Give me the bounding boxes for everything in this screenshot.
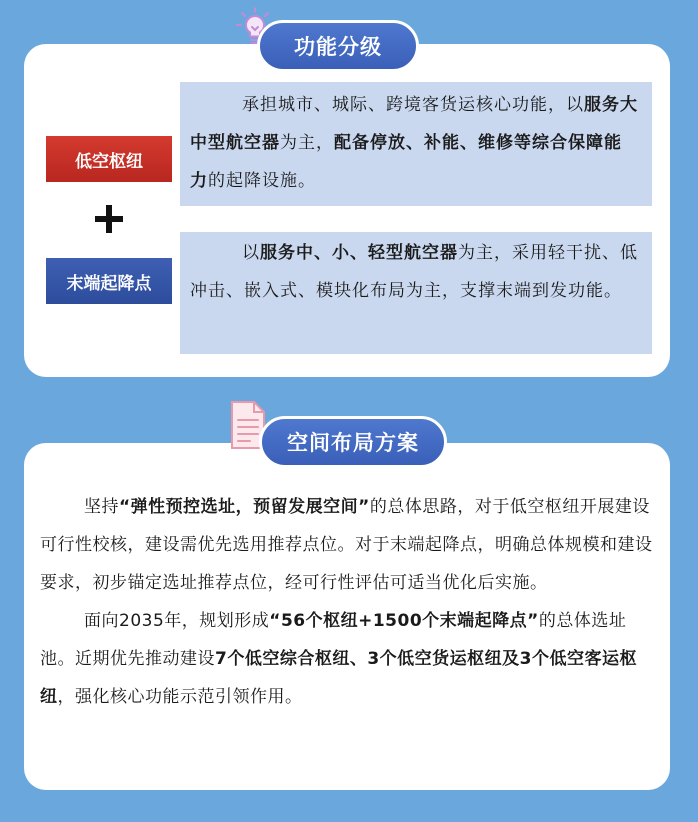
paragraph — [40, 602, 660, 716]
text: 面向2035年，规划形成 — [84, 611, 270, 631]
bold-text: 服务中、小、轻型航空器 — [260, 243, 458, 263]
text: 承担城市、城际、跨境客货运核心功能，以 — [242, 95, 584, 115]
text: 为主，采用轻干扰、低冲击、嵌入式、模块化布局为主，支撑末端到发功能。 — [190, 243, 638, 301]
paragraph — [40, 488, 660, 602]
hub-description-box — [180, 82, 652, 206]
text: 的总体思路，对于低空枢纽开展建设可行性校核，建设需优先选用推荐点位。对于末端起降点，明确总体规模和建设要求，初步锚定选址推荐点位，经可行性评估可适当优化后实施。 — [40, 497, 653, 593]
section-title: 空间布局方案 — [287, 431, 419, 455]
plus-icon — [94, 204, 124, 234]
text: 为主， — [280, 133, 334, 153]
bold-text: “弹性预控选址，预留发展空间” — [119, 497, 370, 517]
section-title: 功能分级 — [294, 35, 382, 59]
text: 的起降设施。 — [208, 171, 316, 191]
tag-label: 末端起降点 — [66, 273, 152, 294]
text: 坚持 — [84, 497, 119, 517]
bold-text: 配备停放、补能、维修等综合保障能力 — [190, 133, 622, 191]
text: ，强化核心功能示范引领作用。 — [57, 687, 303, 707]
spatial-layout-text — [40, 488, 660, 716]
section-title-pill — [259, 416, 447, 468]
text: 以 — [242, 243, 260, 263]
section-title-pill — [257, 20, 419, 72]
tag-label: 低空枢纽 — [75, 151, 143, 172]
bold-text: 7个低空综合枢纽、3个低空货运枢纽及3个低空客运枢纽 — [40, 649, 637, 707]
bold-text: “56个枢纽+1500个末端起降点” — [269, 611, 539, 631]
text: 的总体选址池。近期优先推动建设 — [40, 611, 627, 669]
terminal-landing-point-tag — [46, 258, 172, 304]
bold-text: 服务大中型航空器 — [190, 95, 638, 153]
low-altitude-hub-tag — [46, 136, 172, 182]
terminal-description-box — [180, 232, 652, 354]
